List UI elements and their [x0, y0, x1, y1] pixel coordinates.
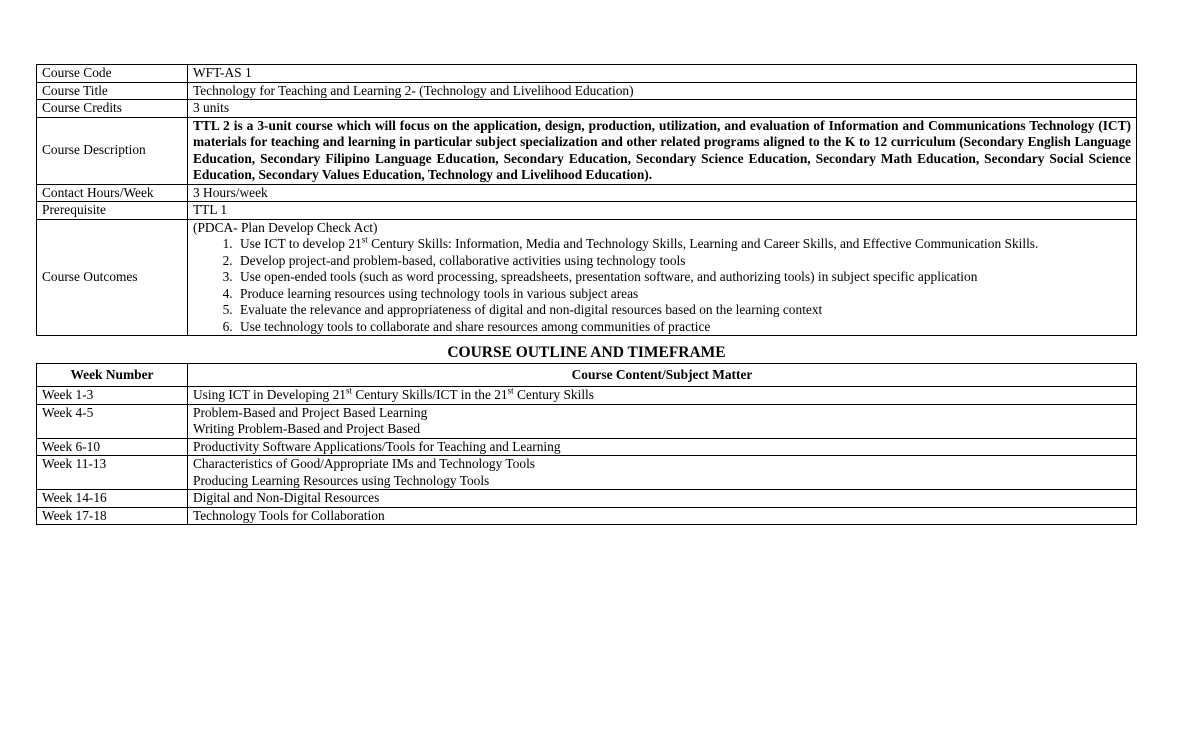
course-info-table: [36, 64, 1137, 336]
outcomes-list: [193, 236, 1131, 335]
table-header-row: [37, 364, 1137, 387]
course-description-value: TTL 2 is a 3-unit course which will focus on the application, design, production, utilization, and evaluation of Information and Communications Technology (ICT) materials for teaching and learning in particular subject specialization and other related programs aligned to the K to 12 curriculum (Secondary English Language Education, Secondary Filipino Language Education, Secondary Education, Secondary Science Education, Secondary Math Education, Secondary Social Science Education, Secondary Values Education, Technology and Livelihood Education).: [188, 117, 1137, 184]
table-row: [37, 82, 1137, 100]
table-row: [37, 219, 1137, 336]
content-line: Problem-Based and Project Based Learning: [193, 404, 428, 420]
content-cell: Digital and Non-Digital Resources: [188, 490, 1137, 508]
contact-hours-label: Contact Hours/Week: [37, 184, 188, 202]
table-row: [37, 100, 1137, 118]
list-item: 4. Produce learning resources using technology tools in various subject areas: [236, 286, 1131, 303]
course-outcomes-label: Course Outcomes: [37, 219, 188, 336]
content-cell: [188, 404, 1137, 438]
course-title-value: Technology for Teaching and Learning 2- (Technology and Livelihood Education): [188, 82, 1137, 100]
content-cell: Productivity Software Applications/Tools for Teaching and Learning: [188, 438, 1137, 456]
table-row: [37, 490, 1137, 508]
course-code-value: WFT-AS 1: [188, 65, 1137, 83]
course-code-label: Course Code: [37, 65, 188, 83]
course-outline-table: [36, 363, 1137, 525]
course-credits-label: Course Credits: [37, 100, 188, 118]
course-description-label: Course Description: [37, 117, 188, 184]
outcomes-intro: (PDCA- Plan Develop Check Act): [193, 219, 378, 235]
list-item: 3. Use open-ended tools (such as word processing, spreadsheets, presentation software, and authorizing tools) in subject specific application: [236, 269, 1131, 286]
table-row: [37, 117, 1137, 184]
week-cell: Week 14-16: [37, 490, 188, 508]
superscript: st: [507, 385, 514, 396]
content-line: Writing Problem-Based and Project Based: [193, 421, 421, 436]
course-title-label: Course Title: [37, 82, 188, 100]
content-line: Producing Learning Resources using Technology Tools: [193, 472, 490, 488]
table-row: [37, 65, 1137, 83]
content-text: Century Skills: [513, 387, 594, 402]
table-row: [37, 456, 1137, 490]
week-cell: Week 1-3: [37, 387, 188, 405]
content-cell: Technology Tools for Collaboration: [188, 507, 1137, 525]
week-number-header: Week Number: [37, 364, 188, 387]
outcome-1-text-rest: Century Skills: Information, Media and Technology Skills, Learning and Career Skills, and Effective Communication Skills.: [367, 236, 1039, 251]
week-cell: Week 11-13: [37, 456, 188, 490]
content-text: Using ICT in Developing 21: [193, 387, 346, 402]
prerequisite-label: Prerequisite: [37, 202, 188, 220]
table-row: [37, 387, 1137, 405]
outcome-1-text: Use ICT to develop 21: [240, 236, 362, 251]
table-row: [37, 438, 1137, 456]
outline-heading: COURSE OUTLINE AND TIMEFRAME: [447, 344, 726, 361]
table-row: [37, 507, 1137, 525]
content-text: Century Skills/ICT in the 21: [352, 387, 508, 402]
content-cell: [188, 456, 1137, 490]
week-cell: Week 6-10: [37, 438, 188, 456]
week-cell: Week 4-5: [37, 404, 188, 438]
prerequisite-value: TTL 1: [188, 202, 1137, 220]
superscript: st: [346, 385, 353, 396]
superscript: st: [361, 234, 368, 245]
contact-hours-value: 3 Hours/week: [188, 184, 1137, 202]
content-cell: [188, 387, 1137, 405]
list-item: 2. Develop project-and problem-based, collaborative activities using technology tools: [236, 253, 1131, 270]
course-outcomes-value: [188, 219, 1137, 336]
list-item: 6. Use technology tools to collaborate and share resources among communities of practice: [236, 319, 1131, 336]
list-item: 5. Evaluate the relevance and appropriateness of digital and non-digital resources based on the learning context: [236, 302, 1131, 319]
table-row: [37, 184, 1137, 202]
table-row: [37, 404, 1137, 438]
week-cell: Week 17-18: [37, 507, 188, 525]
table-row: [37, 202, 1137, 220]
list-item: [236, 236, 1131, 253]
course-credits-value: 3 units: [188, 100, 1137, 118]
content-line: Characteristics of Good/Appropriate IMs and Technology Tools: [193, 456, 535, 471]
course-content-header: Course Content/Subject Matter: [188, 364, 1137, 387]
